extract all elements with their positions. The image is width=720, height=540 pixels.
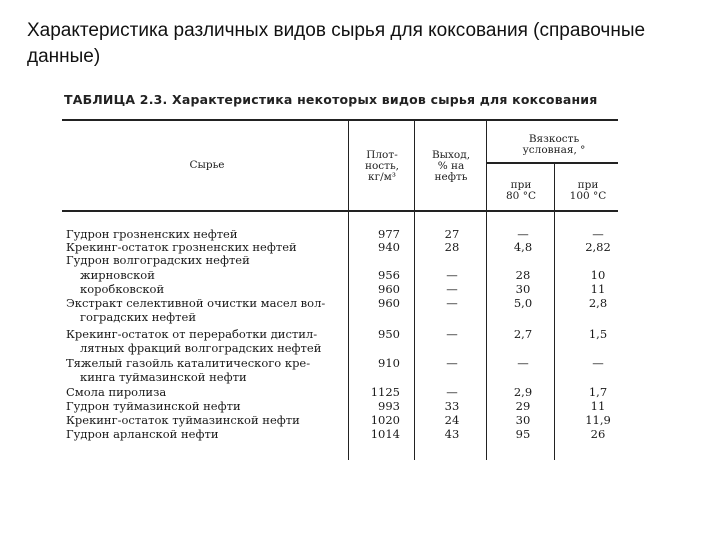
table-row: коробковской 960 — 30 11 xyxy=(80,282,606,296)
table-caption: ТАБЛИЦА 2.3. Характеристика некоторых видов сырья для коксования xyxy=(64,92,598,107)
header-yield: Выход, % на нефть xyxy=(431,149,471,183)
table-row: гоградских нефтей xyxy=(80,310,197,324)
viscosity-split-rule xyxy=(486,162,618,164)
table-row: Экстракт селективной очистки масел вол- 960 — 5,0 2,8 xyxy=(66,296,608,310)
scanned-table xyxy=(62,92,622,462)
table-row: Крекинг-остаток туймазинской нефти 1020 24 30 11,9 xyxy=(66,413,611,427)
table-row: Гудрон грозненских нефтей 977 27 — — xyxy=(66,227,604,241)
table-row: Смола пиролиза 1125 — 2,9 1,7 xyxy=(66,385,608,399)
header-material: Сырье xyxy=(189,159,225,171)
table-row: Крекинг-остаток от переработки дистил- 950 — 2,7 1,5 xyxy=(66,327,608,341)
header-at-100c: при 100 °С xyxy=(569,179,607,202)
table-row: Гудрон арланской нефти 1014 43 95 26 xyxy=(66,427,606,441)
table-row: Крекинг-остаток грозненских нефтей 940 28 4,8 2,82 xyxy=(66,240,611,254)
header-viscosity: Вязкость условная, ° xyxy=(522,133,586,156)
table-row: Тяжелый газойль каталитического кре- 910 — — — xyxy=(66,356,604,370)
header-density: Плот- ность, кг/м³ xyxy=(364,149,400,183)
table-row: кинга туймазинской нефти xyxy=(80,370,247,384)
header-at-80c: при 80 °С xyxy=(506,179,536,202)
header-bottom-rule xyxy=(62,210,618,212)
table-row: лятных фракций волгоградских нефтей xyxy=(80,341,322,355)
table-row: жирновской 956 — 28 10 xyxy=(80,268,606,282)
table-row: Гудрон туймазинской нефти 993 33 29 11 xyxy=(66,399,606,413)
table-row: Гудрон волгоградских нефтей xyxy=(66,253,250,267)
slide-title: Характеристика различных видов сырья для коксования (справочные данные) xyxy=(27,20,646,67)
table-top-rule xyxy=(62,119,618,121)
